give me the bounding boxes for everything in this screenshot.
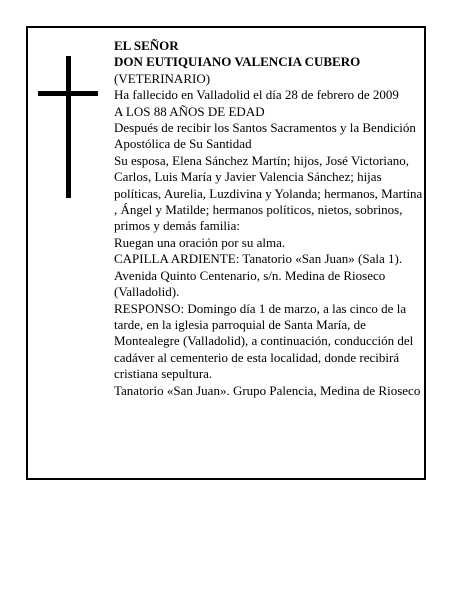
cross-horizontal-bar <box>38 91 98 96</box>
latin-cross-icon <box>38 56 98 198</box>
funeral-home-info: Tanatorio «San Juan». Grupo Palencia, Medina de Rioseco <box>114 382 421 398</box>
cross-vertical-bar <box>66 56 71 198</box>
responso-info: RESPONSO: Domingo día 1 de marzo, a las cinco de la tarde, en la iglesia parroquial de Santa María, de Montealegre (Valladolid), a continuación, conducción del cadáver al cementerio de esta localidad, donde recibirá cristiana sepultura. <box>114 300 414 382</box>
family-list: Su esposa, Elena Sánchez Martín; hijos, José Victoriano, Carlos, Luis María y Javier Valencia Sánchez; hijas políticas, Aurelia, Luzdivina y Yolanda; hermanos, Martina , Ángel y Matilde; hermanos políticos, nietos, sobrinos, primos y demás familia: <box>114 152 423 234</box>
chapel-info: CAPILLA ARDIENTE: Tanatorio «San Juan» (Sala 1). Avenida Quinto Centenario, s/n. Medina de Rioseco (Valladolid). <box>114 251 403 300</box>
deceased-profession: (VETERINARIO) <box>114 70 211 86</box>
obituary-notice <box>26 26 426 480</box>
death-statement: Ha fallecido en Valladolid el día 28 de febrero de 2009 <box>114 87 399 103</box>
prayer-request: Ruegan una oración por su alma. <box>114 234 286 250</box>
sacraments-statement: Después de recibir los Santos Sacramentos y la Bendición Apostólica de Su Santidad <box>114 120 416 152</box>
age-statement: A LOS 88 AÑOS DE EDAD <box>114 103 265 119</box>
deceased-name: DON EUTIQUIANO VALENCIA CUBERO <box>114 54 361 70</box>
obituary-text <box>114 38 426 399</box>
obituary-title: EL SEÑOR <box>114 38 179 53</box>
